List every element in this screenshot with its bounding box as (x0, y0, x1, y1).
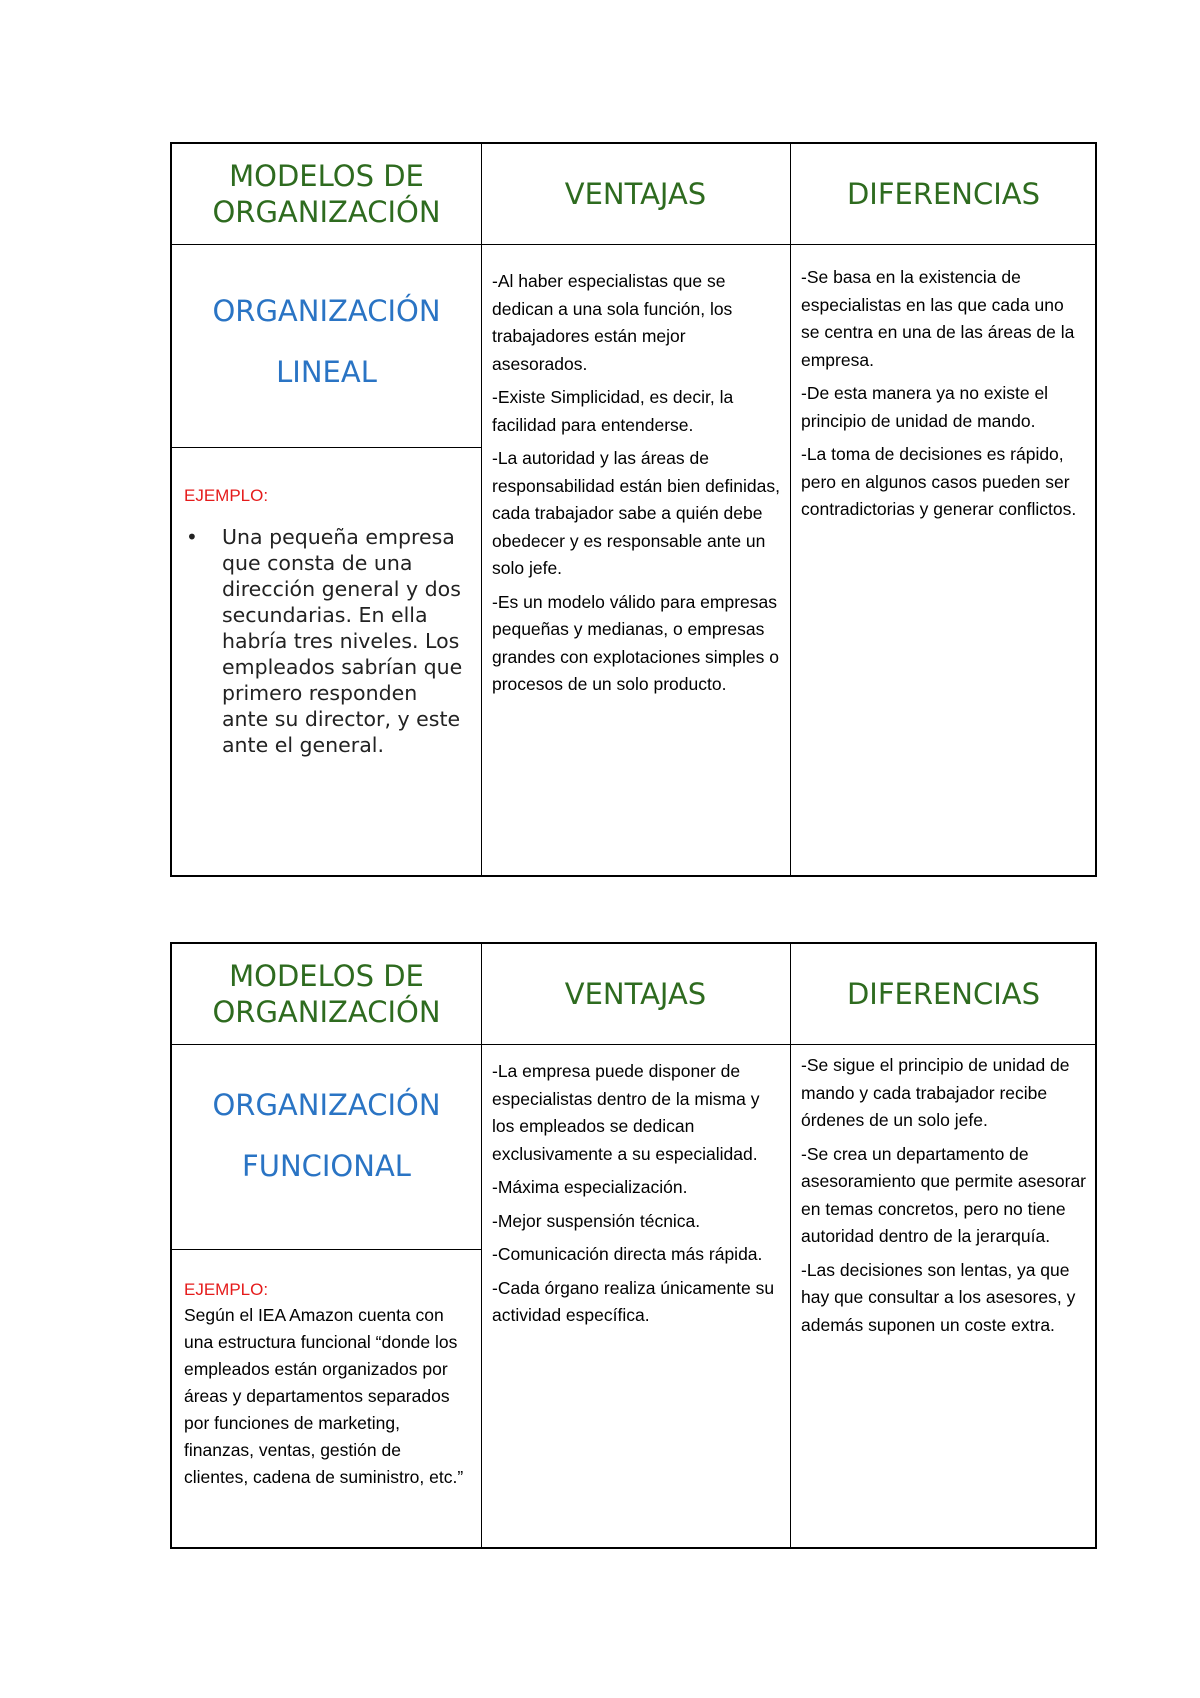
differences-cell (790, 1052, 1097, 1345)
example-cell (172, 448, 481, 758)
list-item: -Se basa en la existencia de especialistas en las que cada uno se centra en una de las áreas de la empresa. (801, 267, 1075, 370)
list-item: -La toma de decisiones es rápido, pero en algunos casos pueden ser contradictorias y generar conflictos. (801, 444, 1077, 519)
differences-cell (790, 264, 1097, 530)
model-name (172, 244, 481, 447)
model-name-line1: ORGANIZACIÓN (212, 294, 441, 328)
model-name-line2: LINEAL (276, 355, 377, 389)
example-label: EJEMPLO: (184, 486, 269, 505)
list-item: -La autoridad y las áreas de responsabilidad están bien definidas, cada trabajador sabe a quién debe obedecer y es responsable ante un solo jefe. (492, 448, 780, 578)
model-name-line2: FUNCIONAL (242, 1149, 411, 1183)
example-label: EJEMPLO: (184, 1280, 269, 1299)
list-item: -Existe Simplicidad, es decir, la facilidad para entenderse. (492, 387, 734, 435)
model-name (172, 1044, 481, 1247)
list-item: -Máxima especialización. (492, 1177, 688, 1197)
comparison-table-funcional (170, 942, 1097, 1549)
advantages-cell (481, 1058, 790, 1336)
comparison-table-lineal (170, 142, 1097, 877)
list-item: -Se sigue el principio de unidad de mando y cada trabajador recibe órdenes de un solo jefe. (801, 1055, 1070, 1130)
header-advantages: VENTAJAS (564, 177, 707, 211)
list-item: -Mejor suspensión técnica. (492, 1210, 701, 1231)
list-item: -Se crea un departamento de asesoramiento que permite asesorar en temas concretos, pero no tiene autoridad dentro de la jerarquía. (801, 1143, 1087, 1246)
example-text: Una pequeña empresa que consta de una dirección general y dos secundarias. En ella habría tres niveles. Los empleados sabrían que primero responden ante su director, y este ante el general. (222, 525, 463, 757)
header-advantages: VENTAJAS (564, 977, 707, 1011)
model-name-line1: ORGANIZACIÓN (212, 1088, 441, 1122)
list-item: -De esta manera ya no existe el principio de unidad de mando. (801, 383, 1049, 431)
list-item: -Al haber especialistas que se dedican a una sola función, los trabajadores están mejor asesorados. (492, 271, 733, 374)
header-differences: DIFERENCIAS (846, 177, 1041, 211)
list-item: -Cada órgano realiza únicamente su actividad específica. (492, 1277, 775, 1325)
example-text: Según el IEA Amazon cuenta con una estructura funcional “donde los empleados están organizados por áreas y departamentos separados por funciones de marketing, finanzas, ventas, gestión de clientes, cadena de suministro, etc.” (184, 1305, 464, 1487)
list-item: -Comunicación directa más rápida. (492, 1244, 763, 1264)
list-item: -La empresa puede disponer de especialistas dentro de la misma y los empleados se dedican exclusivamente a su especialidad. (492, 1061, 760, 1164)
example-list (184, 524, 469, 758)
header-models: MODELOS DE ORGANIZACIÓN (212, 159, 441, 229)
list-item (184, 524, 469, 758)
advantages-cell (481, 268, 790, 705)
header-differences: DIFERENCIAS (846, 977, 1041, 1011)
example-cell (172, 1250, 481, 1491)
list-item: -Es un modelo válido para empresas pequeñas y medianas, o empresas grandes con explotaciones simples o procesos de un solo producto. (492, 591, 779, 694)
list-item: -Las decisiones son lentas, ya que hay que consultar a los asesores, y además suponen un coste extra. (801, 1259, 1076, 1335)
header-models: MODELOS DE ORGANIZACIÓN (212, 959, 441, 1029)
bullet-icon: • (186, 525, 198, 549)
